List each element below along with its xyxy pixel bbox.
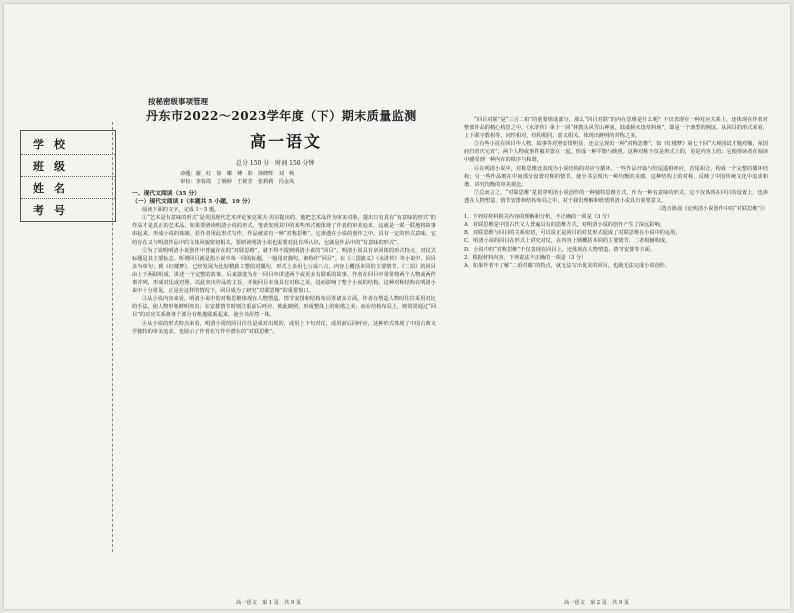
side-label-class: 班级 xyxy=(33,160,75,173)
paragraph: ④从小说的形式特点来看，明清小说的回目往往是成对出现的，或用上下句对仗，或用前后回呼应，这种形式体现了中国古典文学独特的审美追求，也展示了作者在写作中潜在的“对联思维”。 xyxy=(132,320,436,335)
question-option: D．小说中的“对称思维”不仅表现在回目上，还体现在人物塑造、情节安排等方面。 xyxy=(464,246,656,253)
side-label-name: 姓名 xyxy=(33,182,75,195)
authors-block xyxy=(180,170,294,186)
reviewers-line: 审校：李春霞 丁婉婷 王筱芳 张莉莉 冯金凤 xyxy=(180,179,295,185)
question: 1．下列对材料相关内容的理解和分析，不正确的一项是（3 分） xyxy=(464,214,613,221)
side-label-school: 学校 xyxy=(33,138,75,151)
question-list xyxy=(464,213,768,270)
question: 2．根据材料内容，下列说法不正确的一项是（3 分） xyxy=(464,254,587,261)
authors-line: 命题：谢 红 徐 娜 傅 聆 徐晓辉 刘 畅 xyxy=(180,171,295,177)
section-heading: 一、现代文阅读（35 分） xyxy=(132,191,201,197)
page-2-column xyxy=(464,116,768,270)
side-row-class xyxy=(21,155,115,176)
exam-sheet xyxy=(4,4,790,609)
question-option: C．明清小说的回目在形式上讲究对仗，在内容上则概括本回的主要情节，二者相辅相成。 xyxy=(464,238,671,245)
binding-line xyxy=(112,122,113,552)
side-row-exam-number xyxy=(21,199,115,220)
side-label-exam-number: 考号 xyxy=(33,204,75,217)
paragraph: ⑥在明清小说中，对称思维还表现为小说结构的对应与循环。一些作品开篇与结尾遥相呼应，首尾相合，构成一个完整的循环结构；另一些作品则在中间部分设置对称的情节，使全书呈现出一种均衡的美感。这种结构上的对称，反映了中国传统文化中追求和谐、讲究均衡的审美观念。 xyxy=(464,165,768,188)
score-time: 总分 150 分 时间 150 分钟 xyxy=(236,160,315,167)
question-option: B．对联思维与回目的关系密切，可以说正是回目的对仗形式促成了对联思维在小说中的运用。 xyxy=(464,230,681,237)
side-row-name xyxy=(21,177,115,198)
page-footer: 高一语文 第 1 页 共 9 页 xyxy=(236,600,302,606)
source-note: （选自陈晨《论明清小说创作中的“对联思维”》） xyxy=(656,206,768,213)
subsection-heading: （一）现代文阅读 I（本题共 5 小题，19 分） xyxy=(132,199,254,206)
paragraph: ⑤有些小说在回目中人物、故事等对照安排明显，还会呈现出一种“对称思维”，如《红楼梦》第七十回“大观园试才题对额，荣国府归省庆元宵”，两个人物或事件被并置在一起，形成一种平衡与映照。这种对称不仅是形式上的，更是内容上的；它使得读者在阅读中感受到一种内在的秩序与和谐。 xyxy=(464,141,768,164)
reading-passage xyxy=(132,190,436,336)
side-row-school xyxy=(21,133,115,154)
question-option: A．如果作者不了解“二语对偶”的特点，就无法写出优美的回目，也就无法完成小说创作。 xyxy=(464,262,671,269)
paragraph: ②为了说明明清小说创作中普遍存在的“对联思维”，就不得不提到明清小说的“回目”。明清小说具有章回体的形式特点，对仗式标题是其主要标志。所谓回目就是指小说中每一回的标题，一般用对偶句，被称作“回目”。在《三国演义》《水浒传》等小说中，回目多为单句；到《红楼梦》，已经发展为比较精致工整的对偶句，形式上多用七言或八言，内容上概括本回的主要情节。《二拍》的回目由上下两联组成，讲述一个完整的故事，后来演变为在一回目中讲述两个或更多有联系的故事。作者在回目中常常将两个人物或两件事并列，形成对比或对照，以此突出作品的主旨，并使回目本身具有对称之美，进而影响了整个小说的结构。这种对称结构在明清小说中十分常见，正是在这样的情况下，回目成为了研究“对联思维”的重要窗口。 xyxy=(132,247,436,295)
student-info-box xyxy=(20,130,116,222)
exam-title: 丹东市2022～2023学年度（下）期末质量监测 xyxy=(146,109,417,123)
paragraph: “回目对联”是“三言二拍”的重要组成部分，那么“回目对联”的内在思维是什么呢？不仅表现在一种对应关系上，还体现在作者对整部作品的精心构思之中。《水浒传》第十一回“林教头风雪山神庙，陆虞候火烧草料场”，即是一个典型的例证。从回目的形式来看，上下联字数相等，词性相对，结构相同，意义相关，体现出鲜明的对称之美。 xyxy=(464,117,768,140)
page-footer: 高一语文 第 2 页 共 9 页 xyxy=(564,600,630,606)
subject-title: 高一语文 xyxy=(250,132,323,151)
secret-mark: 按秘密级事项管理 xyxy=(148,97,208,106)
paragraph: ③从小说内容来看，明清小说中的对称思维体现在人物塑造、情节安排和结构布局等诸多方面。作者在塑造人物时往往采用对比的手法，使人物形象鲜明突出；在安排情节时则注重前后呼应、彼此映照，形成整体上的和谐之美；而在结构布局上，则常常通过“回目”的对应关系将各个部分有机地联系起来，使全书浑然一体。 xyxy=(132,296,436,319)
paragraph: ①“艺术是有意味的形式”是英国现代艺术评论家克莱夫·贝尔提出的，他把艺术品作为审美对象，提出只有具有“有意味的形式”的作品才是真正的艺术品。如果要研读明清小说的形式，笔者发现其中的某些形式便体现了作者的审美追求，这就是一联一联地将故事串起来，形成小说的体制，若作者用此形式写作，作品就富有一种“对称思维”。它渗透在小说的创作之中，具有一定的形式意味，它的存在又与明清作品中的文体风貌密切相关，要研读明清小说也需要对此有所认识，它就是作品中的“有意味的形式”。 xyxy=(132,215,436,246)
instruction: 阅读下面的文字，完成 1～5 题。 xyxy=(142,207,220,214)
paragraph: ⑦总而言之，“对联思维”是贯穿明清小说创作的一种独特思维方式。作为一种有意味的形式，它不仅体现在回目的设置上，也渗透在人物塑造、情节安排和结构布局之中，对于我们理解和欣赏明清小说具有重要意义。 xyxy=(464,189,768,204)
question-option: A．对联思维是中国古代文人普遍具有的思维方式，对明清小说的创作产生了深远影响。 xyxy=(464,222,665,229)
